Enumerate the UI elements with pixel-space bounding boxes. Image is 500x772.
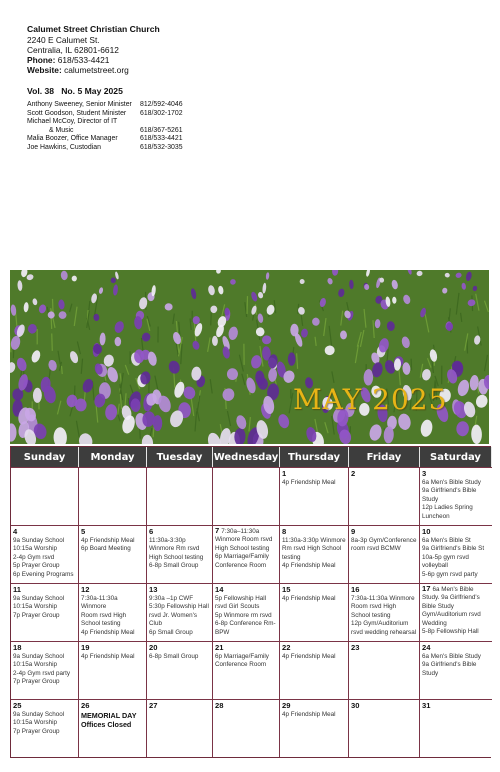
staff-row bbox=[27, 118, 197, 127]
phone-label: Phone: bbox=[27, 55, 56, 66]
event-line: 6p Marriage/Family bbox=[215, 553, 269, 561]
event-line: 5:30p Fellowship Hall bbox=[149, 603, 209, 611]
event-line: 9a Sunday School bbox=[13, 711, 65, 718]
event-line: Study bbox=[422, 495, 439, 503]
event-line: 4p Friendship Meal bbox=[282, 711, 336, 718]
day-number: 21 bbox=[215, 643, 224, 652]
day-header-sunday: Sunday bbox=[11, 447, 79, 467]
crocus-flowers-image bbox=[10, 270, 489, 444]
event-line: 4p Friendship Meal bbox=[282, 479, 336, 486]
staff-row bbox=[27, 144, 197, 153]
calendar-day-cell[interactable] bbox=[213, 467, 280, 525]
event-line: Gym/Auditorium rsvd bbox=[422, 611, 481, 619]
calendar-day-cell[interactable] bbox=[280, 641, 349, 699]
day-number: 19 bbox=[81, 643, 90, 652]
event-line: Luncheon bbox=[422, 512, 450, 520]
event-line: rsvd wedding rehearsal bbox=[351, 628, 417, 636]
day-header-friday: Friday bbox=[349, 447, 420, 467]
event-line: 11:30a-3:30p bbox=[149, 537, 186, 544]
calendar-day-cell[interactable] bbox=[147, 641, 213, 699]
event-line: 9:30a –1p CWF bbox=[149, 595, 194, 602]
event-line: Bible Study bbox=[422, 602, 454, 610]
event-line: 11:30a-3:30p Winmore bbox=[282, 537, 346, 544]
website-line bbox=[27, 65, 227, 75]
day-number: 2 bbox=[351, 469, 356, 478]
calendar-day-cell[interactable] bbox=[349, 699, 420, 757]
staff-role: Malia Boozer, Office Manager bbox=[27, 135, 118, 143]
phone-line bbox=[27, 55, 227, 65]
calendar-day-cell[interactable] bbox=[11, 525, 79, 583]
address-line-1: 2240 E Calumet St. bbox=[27, 34, 100, 45]
event-line: 5-8p Fellowship Hall bbox=[422, 628, 479, 636]
event-line: 5p Winmore rm rsvd bbox=[215, 611, 272, 619]
day-number: 23 bbox=[351, 643, 360, 652]
calendar-day-cell[interactable] bbox=[147, 699, 213, 757]
event-line: 4p Friendship Meal bbox=[282, 653, 336, 660]
staff-phone: 812/592-4046 bbox=[140, 101, 183, 108]
event-line: 6p Small Group bbox=[149, 628, 193, 636]
event-line: 2-4p Gym rsvd bbox=[13, 553, 55, 561]
event-line: 9a Sunday School bbox=[13, 595, 65, 602]
event-line: 10a-5p gym rsvd bbox=[422, 553, 469, 561]
staff-phone: 618/532-3035 bbox=[140, 143, 183, 151]
event-line: 7p Prayer Group bbox=[13, 727, 60, 735]
event-line: 9a Girlfriend's Bible bbox=[422, 487, 477, 495]
day-number: 9 bbox=[351, 527, 356, 536]
calendar-day-cell[interactable] bbox=[79, 583, 147, 641]
holiday-text: Offices Closed bbox=[81, 720, 132, 729]
website-label: Website: bbox=[27, 65, 62, 76]
event-line: 7p Prayer Group bbox=[13, 678, 60, 686]
day-number: 24 bbox=[422, 643, 431, 652]
calendar-day-cell[interactable] bbox=[147, 467, 213, 525]
day-header-thursday: Thursday bbox=[280, 447, 349, 467]
event-line: Room rsvd High bbox=[81, 611, 127, 619]
day-number: 11 bbox=[13, 585, 22, 594]
event-line: 9a Girlfriend's Bible St bbox=[422, 545, 485, 553]
event-line: Study. 9a Girlfriend's bbox=[422, 594, 480, 602]
event-line: 10:15a Worship bbox=[13, 603, 57, 611]
church-name: Calumet Street Christian Church bbox=[27, 24, 160, 34]
day-header-wednesday: Wednesday bbox=[213, 447, 280, 467]
day-number: 30 bbox=[351, 701, 360, 710]
day-number: 6 bbox=[149, 527, 154, 536]
event-line: 6-8p Conference Rm- bbox=[215, 620, 276, 628]
day-number: 8 bbox=[282, 527, 287, 536]
event-line: 5-6p gym rsvd party bbox=[422, 570, 478, 578]
staff-role: Joe Hawkins, Custodian bbox=[27, 143, 101, 151]
event-line: 6-8p Small Group bbox=[149, 562, 199, 570]
calendar-day-cell[interactable] bbox=[79, 467, 147, 525]
event-line: 6-8p Small Group bbox=[149, 653, 199, 660]
calendar-day-cell[interactable] bbox=[349, 583, 420, 641]
event-line: 9a Sunday School bbox=[13, 537, 65, 544]
church-header bbox=[27, 24, 227, 76]
calendar-day-cell[interactable] bbox=[420, 699, 492, 757]
event-line: 6p Board Meeting bbox=[81, 545, 131, 553]
staff-row bbox=[27, 101, 197, 110]
event-line: Wedding bbox=[422, 619, 447, 627]
day-number: 5 bbox=[81, 527, 86, 536]
event-line: rsvd Jr. Women's Club bbox=[149, 611, 197, 628]
staff-row bbox=[27, 127, 197, 136]
staff-role: Michael McCoy, Director of IT bbox=[27, 118, 118, 126]
event-line: testing bbox=[282, 553, 301, 561]
calendar-day-cell[interactable] bbox=[213, 525, 280, 583]
holiday-text: MEMORIAL DAY bbox=[81, 711, 137, 720]
calendar-day-cell[interactable] bbox=[349, 525, 420, 583]
event-line: High School testing bbox=[149, 553, 204, 561]
day-number: 31 bbox=[422, 701, 431, 710]
day-number: 16 bbox=[351, 585, 360, 594]
day-number: 18 bbox=[13, 643, 22, 652]
day-number: 1 bbox=[282, 469, 287, 478]
event-line: 7:30a-11:30a Winmore bbox=[81, 595, 118, 611]
calendar-day-cell[interactable] bbox=[420, 525, 492, 583]
day-number: 26 bbox=[81, 701, 90, 710]
day-number: 7 bbox=[215, 526, 220, 535]
calendar-day-cell[interactable] bbox=[79, 699, 147, 757]
month-title: MAY 2025 bbox=[293, 383, 448, 416]
event-line: 9a Girlfriend's Bible bbox=[422, 661, 477, 669]
staff-role: Anthony Sweeney, Senior Minister bbox=[27, 101, 132, 108]
event-line: 12p Ladies Spring bbox=[422, 504, 473, 512]
day-number: 4 bbox=[13, 527, 18, 536]
day-number-line bbox=[422, 585, 490, 594]
event-line: Rm rsvd High School bbox=[282, 545, 342, 553]
day-header-saturday: Saturday bbox=[420, 447, 492, 467]
event-line: 6p Marriage/Family bbox=[215, 653, 269, 660]
calendar-day-cell[interactable] bbox=[349, 467, 420, 525]
event-line: Study bbox=[422, 669, 439, 677]
day-number-line bbox=[215, 527, 277, 536]
event-line: BPW bbox=[215, 628, 230, 636]
day-number: 27 bbox=[149, 701, 158, 710]
event-line: 4p Friendship Meal bbox=[81, 537, 135, 544]
day-number: 3 bbox=[422, 469, 427, 478]
calendar-day-cell[interactable] bbox=[11, 699, 79, 757]
event-line: 10:15a Worship bbox=[13, 545, 57, 553]
event-line: 6p Evening Programs bbox=[13, 570, 74, 578]
staff-role: Scott Goodson, Student Minister bbox=[27, 109, 127, 117]
event-line: High School testing bbox=[215, 544, 270, 552]
day-number: 13 bbox=[149, 585, 158, 594]
event-line: 5p Prayer Group bbox=[13, 562, 60, 570]
event-line: 6a Men's Bible Study bbox=[422, 653, 481, 660]
event-line: Winmore Rm rsvd bbox=[149, 545, 200, 553]
staff-phone: 618/367-5261 bbox=[140, 126, 183, 134]
event-text: 6a Men's Bible bbox=[432, 586, 474, 593]
calendar-day-cell[interactable] bbox=[11, 641, 79, 699]
event-line: 10:15a Worship bbox=[13, 661, 57, 669]
address-line-2: Centralia, IL 62801-6612 bbox=[27, 44, 119, 55]
event-line: 6a Men's Bible St bbox=[422, 537, 471, 544]
staff-row bbox=[27, 110, 197, 119]
calendar-day-cell[interactable] bbox=[79, 525, 147, 583]
phone-number: 618/533-4421 bbox=[57, 55, 110, 66]
event-line: room rsvd BCMW bbox=[351, 545, 401, 553]
event-line: 2-4p Gym rsvd party bbox=[13, 669, 71, 677]
day-number: 15 bbox=[282, 585, 291, 594]
event-line: 9a Sunday School bbox=[13, 653, 65, 660]
issue-info: Vol. 38 No. 5 May 2025 bbox=[27, 86, 123, 96]
calendar-day-cell[interactable] bbox=[11, 583, 79, 641]
crocus-photo bbox=[10, 270, 489, 444]
event-line: 4p Friendship Meal bbox=[282, 562, 336, 570]
calendar-day-cell[interactable] bbox=[11, 467, 79, 525]
day-number: 25 bbox=[13, 701, 22, 710]
event-line: Winmore Room rsvd bbox=[215, 536, 273, 544]
calendar-day-cell[interactable] bbox=[420, 641, 492, 699]
event-line: 4p Friendship Meal bbox=[81, 628, 135, 636]
event-line: 5p Fellowship Hall bbox=[215, 595, 267, 602]
calendar-day-cell[interactable] bbox=[280, 699, 349, 757]
calendar-day-cell[interactable] bbox=[213, 641, 280, 699]
day-number: 22 bbox=[282, 643, 291, 652]
day-number: 17 bbox=[422, 584, 431, 593]
day-number: 14 bbox=[215, 585, 224, 594]
event-line: Conference Room bbox=[215, 561, 267, 569]
calendar-day-cell[interactable] bbox=[349, 641, 420, 699]
day-number: 29 bbox=[282, 701, 291, 710]
event-line: 10:15a Worship bbox=[13, 719, 57, 727]
event-line: 6a Men's Bible Study bbox=[422, 479, 481, 486]
day-number: 12 bbox=[81, 585, 90, 594]
calendar-day-cell[interactable] bbox=[420, 583, 492, 641]
calendar-day-cell[interactable] bbox=[280, 525, 349, 583]
event-line: rsvd Girl Scouts bbox=[215, 603, 260, 611]
day-header-tuesday: Tuesday bbox=[147, 447, 213, 467]
website-link[interactable]: calumetstreet.org bbox=[64, 65, 129, 76]
day-number: 20 bbox=[149, 643, 158, 652]
day-header-monday: Monday bbox=[79, 447, 147, 467]
staff-list bbox=[27, 101, 197, 153]
staff-phone: 618/302-1702 bbox=[140, 109, 183, 117]
calendar-day-cell[interactable] bbox=[280, 467, 349, 525]
day-number: 28 bbox=[215, 701, 224, 710]
event-line: 7:30a-11:30a Winmore bbox=[351, 595, 415, 602]
event-line: 4p Friendship Meal bbox=[81, 653, 135, 660]
calendar-day-cell[interactable] bbox=[147, 525, 213, 583]
event-line: 8a-3p Gym/Conference bbox=[351, 537, 417, 544]
calendar-day-cell[interactable] bbox=[280, 583, 349, 641]
calendar-day-cell[interactable] bbox=[213, 699, 280, 757]
may-calendar bbox=[10, 446, 491, 758]
calendar-day-cell[interactable] bbox=[79, 641, 147, 699]
event-line: 7p Prayer Group bbox=[13, 611, 60, 619]
staff-phone: 618/533-4421 bbox=[140, 135, 183, 143]
event-line: School testing bbox=[351, 611, 391, 619]
event-text: 7:30a–11:30a bbox=[221, 528, 260, 535]
calendar-day-cell[interactable] bbox=[147, 583, 213, 641]
staff-row bbox=[27, 135, 197, 144]
event-line: School testing bbox=[81, 620, 121, 628]
staff-role: & Music bbox=[49, 126, 74, 134]
calendar-day-cell[interactable] bbox=[420, 467, 492, 525]
event-line: 4p Friendship Meal bbox=[282, 595, 336, 602]
event-line: 12p Gym/Auditorium bbox=[351, 620, 409, 628]
day-number: 10 bbox=[422, 527, 431, 536]
event-line: volleyball bbox=[422, 562, 448, 570]
calendar-day-cell[interactable] bbox=[213, 583, 280, 641]
event-line: Conference Room bbox=[215, 661, 267, 669]
event-line: Room rsvd High bbox=[351, 603, 397, 611]
